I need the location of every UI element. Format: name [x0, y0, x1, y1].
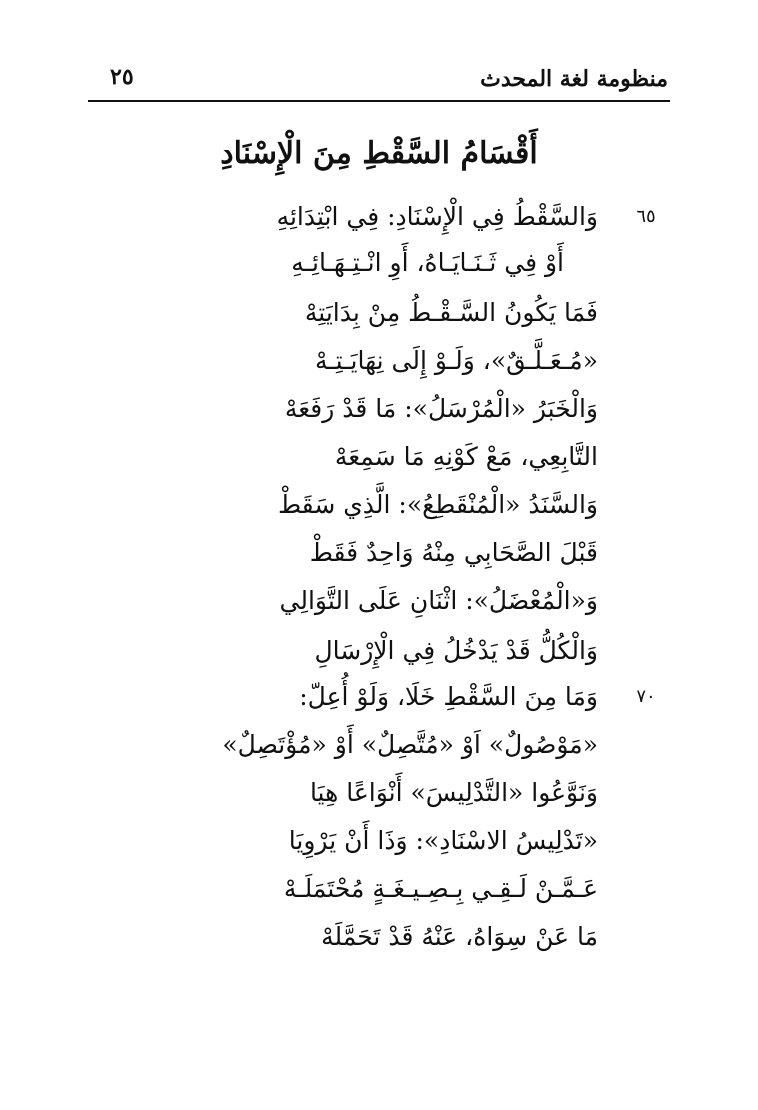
verse-number	[626, 440, 666, 470]
verse-number	[626, 536, 666, 566]
section-title: أَقْسَامُ السَّقْطِ مِنَ الْإِسْنَادِ	[220, 136, 538, 171]
running-title: منظومة لغة المحدث	[480, 66, 668, 92]
verse-line: وَالسَّقْطُ فِي الْإِسْنَادِ: فِي ابْتِدَائِهِ	[276, 202, 598, 231]
verse-line: التَّابِعِي، مَعْ كَوْنِهِ مَا سَمِعَهْ	[334, 442, 598, 471]
verse-line: مَا عَنْ سِوَاهُ، عَنْهُ قَدْ تَحَمَّلَهْ	[321, 922, 598, 951]
verse-line: وَ«الْمُعْضَلُ»: اثْنَانِ عَلَى التَّوَالِي	[279, 586, 598, 615]
verse-number	[626, 922, 666, 952]
verse-number	[626, 778, 666, 808]
verse-line: وَنَوَّعُوا «التَّدْلِيسَ» أَنْوَاعًا هِيَا	[309, 778, 598, 807]
verse-line: «مُـعَـلَّـقٌ»، وَلَـوْ إِلَى نِهَايَـتِـهْ	[314, 346, 598, 375]
verse-line: وَالْكُلُّ قَدْ يَدْخُلُ فِي الْإِرْسَالِ	[314, 636, 598, 665]
verse-line: قَبْلَ الصَّحَابِي مِنْهُ وَاحِدٌ فَقَطْ	[309, 538, 598, 567]
verse-line: وَالسَّنَدُ «الْمُنْقَطِعُ»: الَّذِي سَقَطْ	[277, 490, 598, 519]
verse-line: «تَدْلِيسُ الاسْنَادِ»: وَذَا أَنْ يَرْوِيَا	[288, 826, 598, 855]
verse-number: ٦٥	[636, 206, 656, 227]
verse-number: ٧٠	[636, 686, 656, 707]
verse-number	[626, 344, 666, 374]
verse-number	[626, 826, 666, 856]
verse-line: وَالْخَبَرُ «الْمُرْسَلُ»: مَا قَدْ رَفَعَهْ	[284, 394, 598, 423]
verse-number	[626, 248, 666, 278]
verse-number	[626, 296, 666, 326]
page-number: ٢٥	[110, 64, 134, 90]
verse-number	[626, 632, 666, 662]
verse-number	[626, 392, 666, 422]
verse-line: «مَوْصُولٌ» اَوْ «مُتَّصِلٌ» أَوْ «مُؤْتَصِلٌ»	[222, 730, 598, 759]
verse-line: فَمَا يَكُونُ السَّـقْـطُ مِنْ بِدَايَتِهْ	[304, 298, 598, 327]
verse-number	[626, 584, 666, 614]
verse-number	[626, 874, 666, 904]
verse-line: وَمَا مِنَ السَّقْطِ خَلَا، وَلَوْ أُعِلّ:	[299, 682, 598, 711]
verse-line: أَوْ فِي ثَـنَـايَـاهُ، أَوِ انْـتِـهَـائِـهِ	[291, 248, 564, 277]
verse-number	[626, 730, 666, 760]
verse-number	[626, 488, 666, 518]
verse-line: عَـمَّـنْ لَـقِـي بِـصِـيـغَـةٍ مُحْتَمَلَـهْ	[283, 874, 598, 903]
